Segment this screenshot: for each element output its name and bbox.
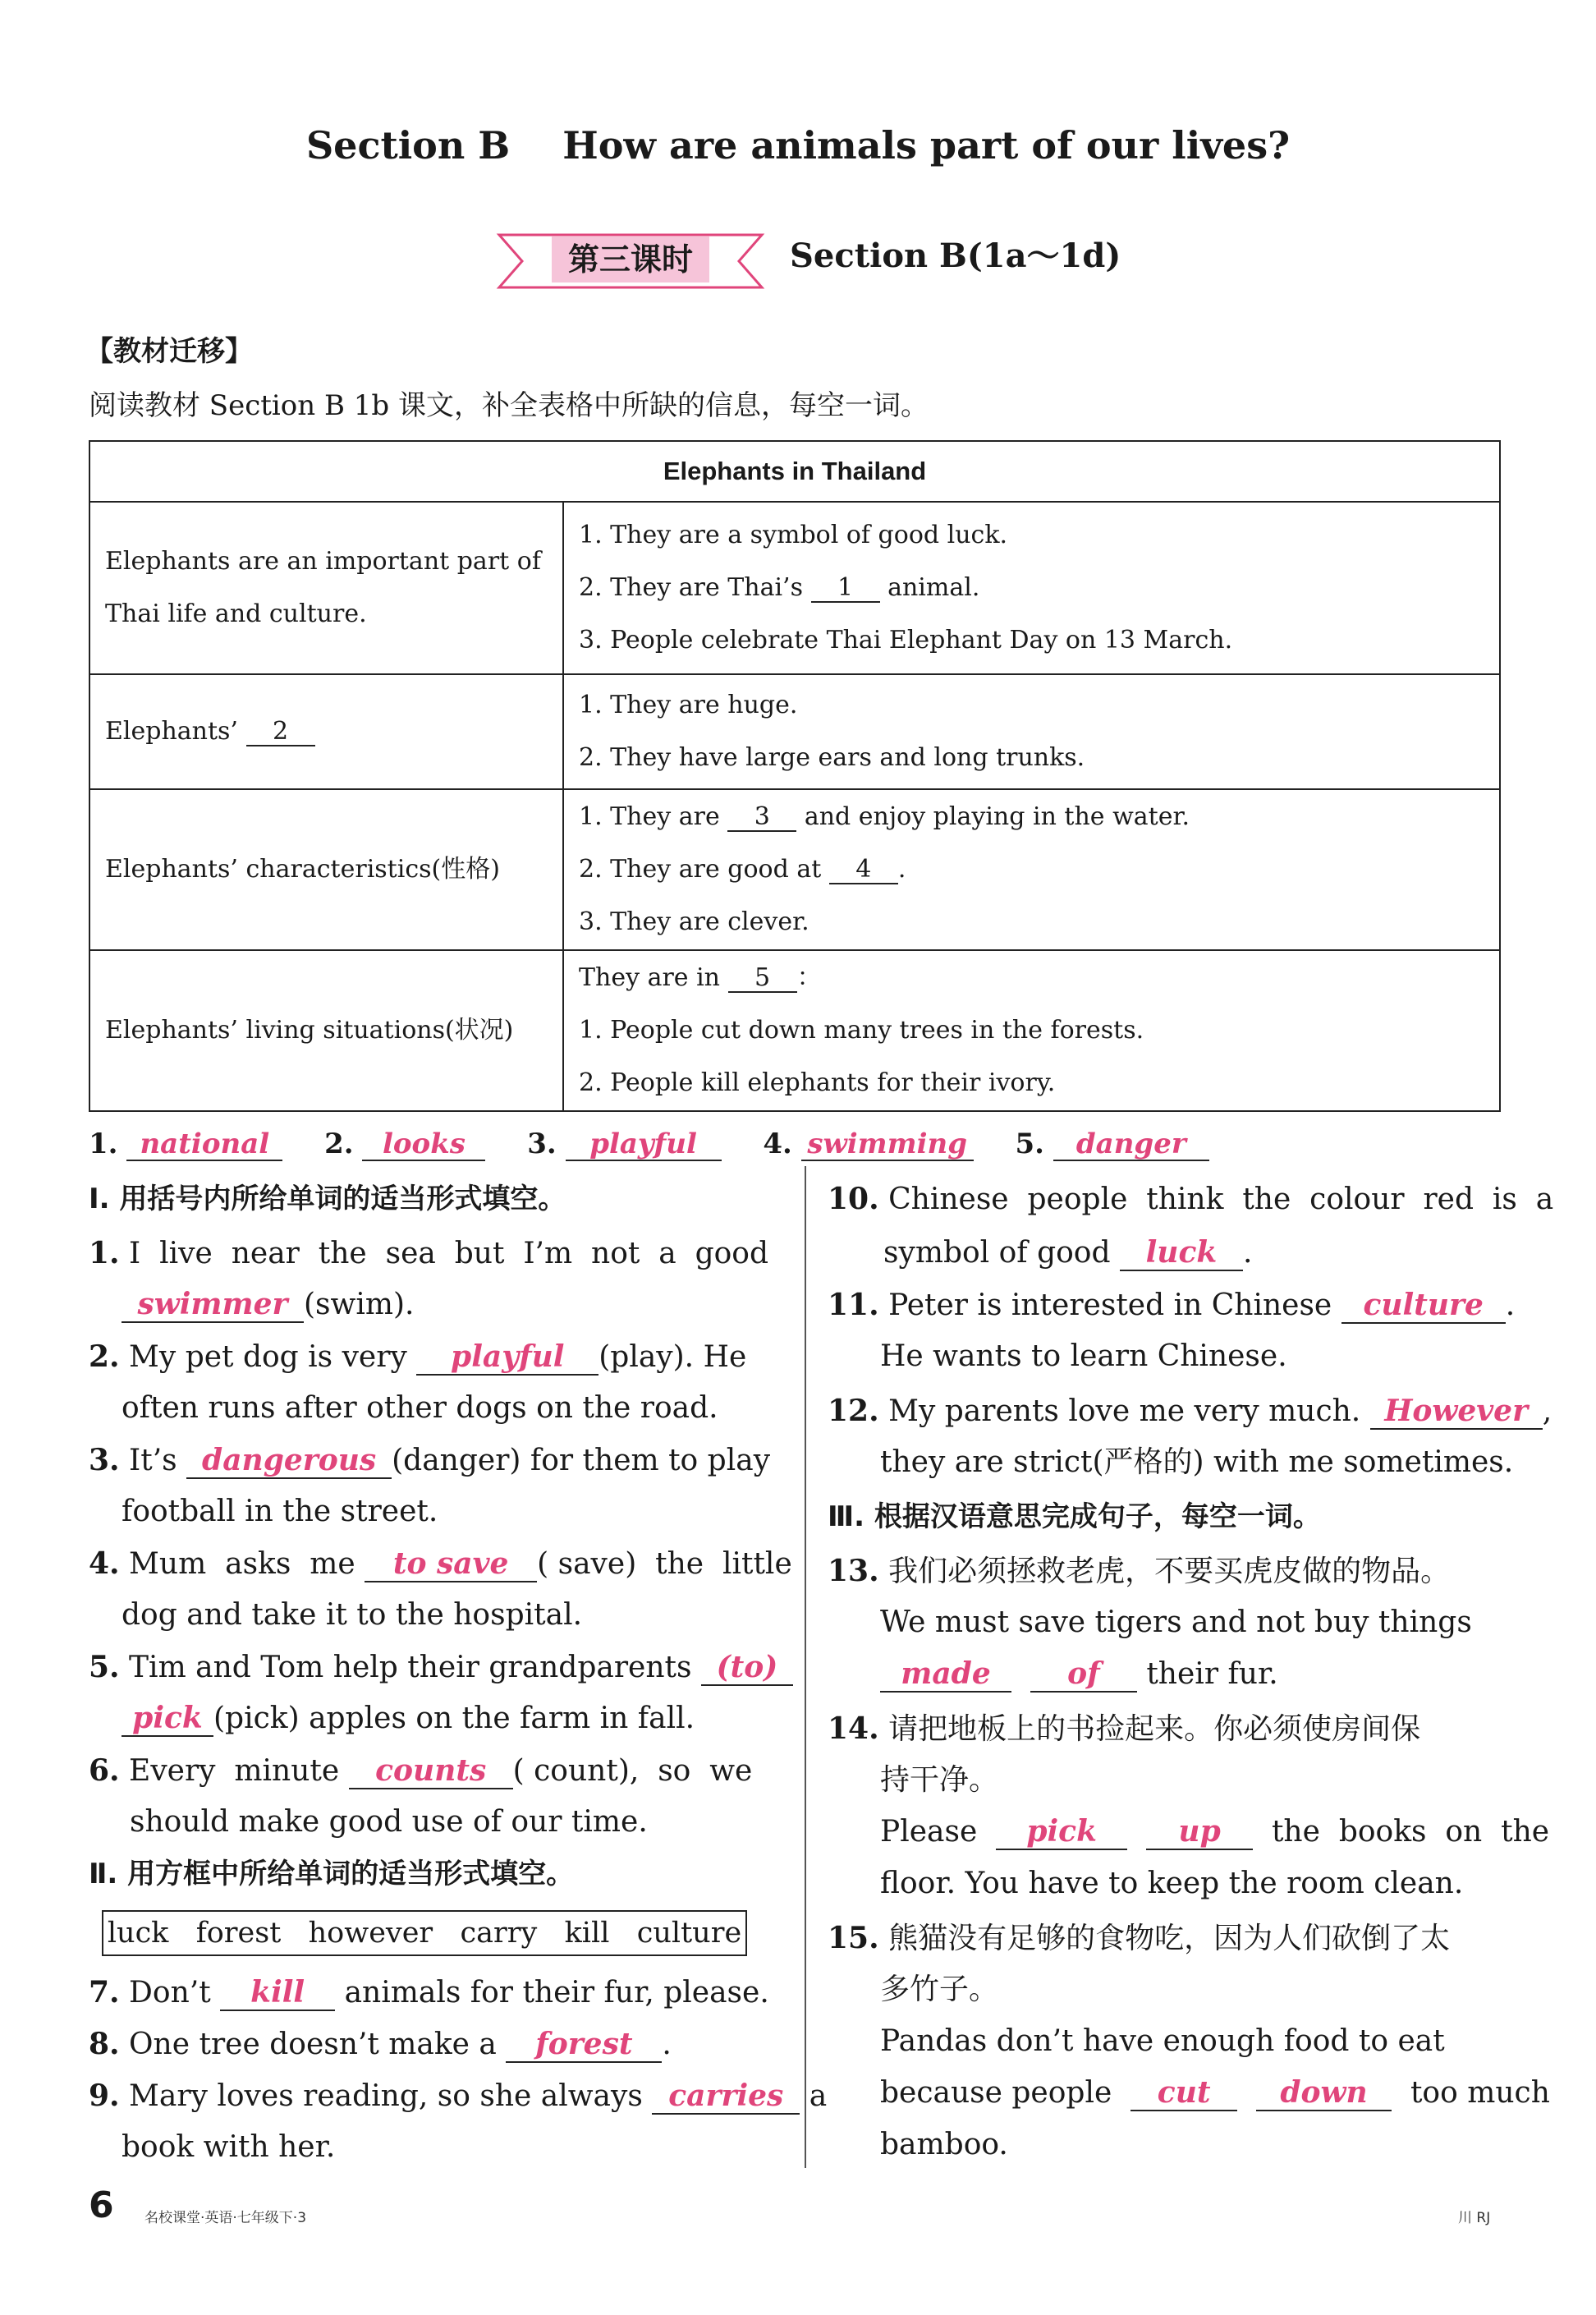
- question-12: 12. My parents love me very much. However ,: [828, 1394, 1552, 1428]
- question-10: 10. Chinese people think the colour red is a: [828, 1182, 1554, 1216]
- answer-blank[interactable]: looks: [362, 1129, 485, 1161]
- question-11-cont: He wants to learn Chinese.: [880, 1339, 1287, 1373]
- question-5: 5. Tim and Tom help their grandparents (to): [89, 1648, 793, 1687]
- blank-3[interactable]: 3: [727, 803, 796, 832]
- answer-blank[interactable]: However: [1370, 1395, 1543, 1430]
- table-cell: animal.: [887, 573, 980, 602]
- table-row: [89, 674, 1500, 789]
- answer-blank[interactable]: culture: [1341, 1289, 1506, 1324]
- question-11: 11. Peter is interested in Chinese culture .: [828, 1288, 1516, 1322]
- answer-blank[interactable]: cut: [1130, 2077, 1237, 2111]
- part-label: 【教材迁移】: [85, 335, 253, 368]
- question-13-en: We must save tigers and not buy things: [880, 1605, 1472, 1639]
- answer-blank[interactable]: down: [1256, 2077, 1392, 2111]
- question-1: 1. I live near the sea but I’m not a good: [89, 1236, 769, 1270]
- answer-blank[interactable]: playful: [416, 1341, 598, 1376]
- book-info: 名校课堂·英语·七年级下·3: [144, 2210, 307, 2226]
- table-cell: ：: [796, 963, 822, 992]
- table-row: [89, 789, 1500, 950]
- answer-blank[interactable]: swimmer: [122, 1288, 304, 1323]
- table-cell: 3. People celebrate Thai Elephant Day on 13 March.: [579, 626, 1233, 655]
- table-cell: 1. They are: [579, 802, 720, 831]
- question-15-cont: because people cut down too much: [880, 2075, 1550, 2110]
- section-2-heading: Ⅱ. 用方框中所给单词的适当形式填空。: [89, 1858, 575, 1890]
- table-row: [89, 950, 1500, 1111]
- question-6-cont: should make good use of our time.: [130, 1805, 648, 1839]
- answer-blank[interactable]: pick: [996, 1816, 1127, 1850]
- table-cell: Elephants’: [105, 717, 238, 746]
- table-title: Elephants in Thailand: [89, 441, 1500, 502]
- question-13-cont: made of their fur.: [880, 1656, 1278, 1693]
- answer-blank[interactable]: kill: [220, 1977, 335, 2011]
- question-10-cont: symbol of good luck .: [883, 1235, 1253, 1270]
- page-title: Section B How are animals part of our lives?: [305, 123, 1291, 168]
- table-cell: 1. People cut down many trees in the forests.: [579, 1016, 1144, 1045]
- question-7: 7. Don’t kill animals for their fur, please.: [89, 1975, 769, 2010]
- question-15-en: Pandas don’t have enough food to eat: [880, 2024, 1445, 2058]
- answer-blank[interactable]: (to): [701, 1651, 793, 1686]
- question-15-cn-cont: 多竹子。: [880, 1973, 999, 2006]
- answer-blank[interactable]: luck: [1120, 1237, 1243, 1271]
- table-cell: Thai life and culture.: [105, 599, 367, 628]
- answer-blank[interactable]: pick: [122, 1702, 213, 1737]
- table-cell: 1. They are a symbol of good luck.: [579, 521, 1008, 549]
- question-12-cont: they are strict(严格的) with me sometimes.: [880, 1445, 1514, 1479]
- table-cell: Elephants’ living situations(状况): [89, 950, 563, 1111]
- answer-blank[interactable]: national: [126, 1129, 282, 1161]
- answer-blank[interactable]: to save: [365, 1548, 537, 1582]
- question-2-cont: often runs after other dogs on the road.: [122, 1391, 718, 1425]
- table-cell: They are in: [579, 963, 721, 992]
- question-6: 6. Every minute counts ( count), so we: [89, 1753, 753, 1788]
- answer-number: 2.: [324, 1128, 354, 1160]
- answer-blank[interactable]: carries: [652, 2080, 800, 2115]
- table-cell: 1. They are huge.: [579, 691, 798, 719]
- question-5-cont: pick (pick) apples on the farm in fall.: [122, 1700, 695, 1738]
- answer-blank[interactable]: up: [1146, 1816, 1253, 1850]
- table-cell: .: [897, 855, 906, 884]
- question-4-cont: dog and take it to the hospital.: [122, 1598, 583, 1632]
- question-4: 4. Mum asks me to save ( save) the little: [89, 1546, 792, 1581]
- lesson-badge: [496, 230, 765, 292]
- table-cell: 3. They are clever.: [579, 907, 809, 936]
- question-14: 14. 请把地板上的书捡起来。你必须使房间保: [828, 1711, 1421, 1746]
- page-number: 6: [89, 2184, 114, 2226]
- question-9: 9. Mary loves reading, so she always carries a: [89, 2078, 828, 2113]
- table-cell: Elephants’ characteristics(性格): [89, 789, 563, 950]
- question-8: 8. One tree doesn’t make a forest .: [89, 2027, 672, 2061]
- blank-4[interactable]: 4: [829, 856, 898, 884]
- table-row: [89, 502, 1500, 674]
- answer-blank[interactable]: danger: [1053, 1129, 1209, 1161]
- question-3: 3. It’s dangerous (danger) for them to play: [89, 1443, 771, 1477]
- word-box: luck forest however carry kill culture: [102, 1910, 747, 1956]
- table-cell: Elephants are an important part of: [105, 547, 541, 576]
- blank-2[interactable]: 2: [246, 718, 315, 746]
- question-14-cont: floor. You have to keep the room clean.: [880, 1867, 1464, 1900]
- lesson-badge-label: 第三课时: [567, 241, 693, 278]
- table-cell: 2. They have large ears and long trunks.: [579, 743, 1085, 772]
- answer-number: 5.: [1015, 1128, 1044, 1160]
- answer-number: 1.: [89, 1128, 118, 1160]
- answer-blank[interactable]: made: [880, 1658, 1011, 1693]
- lesson-subtitle: Section B(1a～1d): [790, 237, 1121, 275]
- edition-mark: 川 RJ: [1458, 2210, 1491, 2226]
- table-answers: [89, 1125, 1209, 1163]
- column-divider: [805, 1166, 806, 2168]
- answer-blank[interactable]: dangerous: [186, 1445, 392, 1479]
- question-9-cont: book with her.: [122, 2130, 336, 2164]
- question-14-cn-cont: 持干净。: [880, 1763, 999, 1797]
- answer-blank[interactable]: counts: [349, 1755, 513, 1789]
- section-1-heading: Ⅰ. 用括号内所给单词的适当形式填空。: [89, 1183, 566, 1215]
- question-13: 13. 我们必须拯救老虎，不要买虎皮做的物品。: [828, 1554, 1451, 1588]
- question-3-cont: football in the street.: [122, 1495, 438, 1528]
- question-2: 2. My pet dog is very playful (play). He: [89, 1339, 747, 1374]
- elephants-table: [89, 440, 1501, 1112]
- table-cell: 2. They are Thai’s: [579, 573, 803, 602]
- answer-blank[interactable]: playful: [566, 1129, 722, 1161]
- answer-number: 4.: [763, 1128, 792, 1160]
- answer-blank[interactable]: swimming: [801, 1129, 974, 1161]
- table-cell: and enjoy playing in the water.: [804, 802, 1190, 831]
- table-cell: 2. They are good at: [579, 855, 822, 884]
- answer-blank[interactable]: of: [1030, 1658, 1137, 1693]
- question-1-cont: swimmer (swim).: [122, 1286, 414, 1324]
- question-15-end: bamboo.: [880, 2128, 1008, 2161]
- answer-number: 3.: [527, 1128, 557, 1160]
- blank-5[interactable]: 5: [728, 964, 797, 993]
- answer-blank[interactable]: forest: [506, 2028, 662, 2063]
- section-3-heading: Ⅲ. 根据汉语意思完成句子，每空一词。: [828, 1500, 1321, 1533]
- table-cell: 2. People kill elephants for their ivory.: [579, 1068, 1056, 1097]
- question-14-en: Please pick up the books on the: [880, 1814, 1550, 1849]
- question-15: 15. 熊猫没有足够的食物吃，因为人们砍倒了太: [828, 1921, 1451, 1955]
- blank-1[interactable]: 1: [811, 574, 880, 603]
- instruction: 阅读教材 Section B 1b 课文，补全表格中所缺的信息，每空一词。: [89, 389, 929, 422]
